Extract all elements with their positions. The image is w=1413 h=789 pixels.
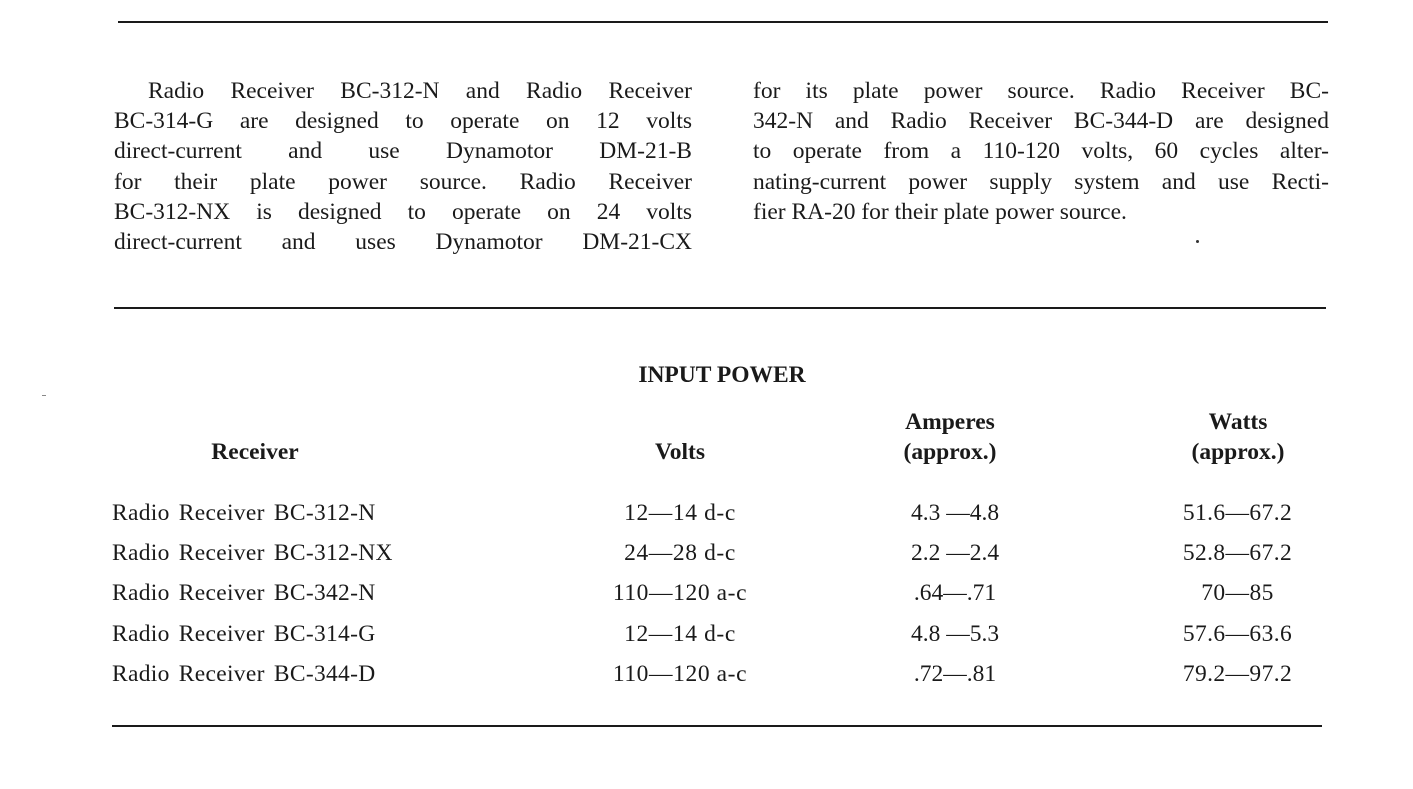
column-header-watts: [1158, 407, 1318, 467]
table-row: [0, 621, 1413, 661]
top-rule: [118, 21, 1328, 23]
column-header-receiver: [155, 437, 355, 467]
cell-amperes: .72—.81: [913, 661, 997, 687]
cell-volts: 12—14 d-c: [624, 621, 736, 647]
paragraph-line: direct-current and uses Dynamotor DM-21-CX: [114, 229, 692, 256]
table-title: INPUT POWER: [638, 362, 806, 388]
cell-receiver: Radio Receiver BC-312-NX: [112, 540, 393, 566]
paragraph-line: for its plate power source. Radio Receiver BC-: [753, 78, 1329, 104]
header-line: (approx.): [1191, 439, 1285, 465]
cell-receiver: Radio Receiver BC-344-D: [112, 661, 376, 687]
cell-watts: 57.6—63.6: [1182, 621, 1293, 647]
cell-volts: 110—120 a-c: [612, 661, 748, 687]
paragraph-line: for their plate power source. Radio Receiver: [114, 168, 692, 195]
bottom-rule: [112, 725, 1322, 727]
print-speck: [1196, 240, 1199, 243]
paragraph-line: 342-N and Radio Receiver BC-344-D are designed: [753, 108, 1329, 135]
cell-amperes: 4.8 —5.3: [910, 621, 1000, 647]
cell-watts: 51.6—67.2: [1182, 500, 1293, 526]
header-line: Receiver: [211, 439, 299, 465]
print-speck: [42, 395, 46, 396]
paragraph-left-column: [114, 76, 692, 257]
header-line: Amperes: [905, 409, 995, 435]
header-line: Volts: [654, 439, 706, 465]
column-header-volts: [600, 437, 760, 467]
table-row: [0, 500, 1413, 540]
cell-watts: 52.8—67.2: [1182, 540, 1293, 566]
cell-receiver: Radio Receiver BC-312-N: [112, 500, 376, 526]
cell-amperes: 2.2 —2.4: [910, 540, 1000, 566]
cell-volts: 110—120 a-c: [612, 580, 748, 606]
middle-rule: [114, 307, 1326, 309]
header-line: (approx.): [903, 439, 997, 465]
cell-amperes: .64—.71: [913, 580, 997, 606]
cell-watts: 79.2—97.2: [1182, 661, 1293, 687]
cell-volts: 24—28 d-c: [624, 540, 736, 566]
paragraph-line: to operate from a 110-120 volts, 60 cycles alter-: [753, 138, 1329, 165]
paragraph-line: fier RA-20 for their plate power source.: [753, 198, 1127, 225]
paragraph-right-column: [753, 76, 1329, 227]
cell-amperes: 4.3 —4.8: [910, 500, 1000, 526]
paragraph-line: Radio Receiver BC-312-N and Radio Receiver: [148, 78, 692, 104]
paragraph-line: nating-current power supply system and use Recti-: [753, 168, 1329, 195]
cell-volts: 12—14 d-c: [624, 500, 736, 526]
header-line: Watts: [1208, 409, 1268, 435]
paragraph-line: BC-314-G are designed to operate on 12 volts: [114, 108, 692, 135]
table-row: [0, 661, 1413, 701]
paragraph-line: BC-312-NX is designed to operate on 24 volts: [114, 198, 692, 225]
column-header-amperes: [870, 407, 1030, 467]
table-row: [0, 580, 1413, 620]
cell-receiver: Radio Receiver BC-342-N: [112, 580, 376, 606]
paragraph-line: direct-current and use Dynamotor DM-21-B: [114, 138, 692, 165]
cell-receiver: Radio Receiver BC-314-G: [112, 621, 376, 647]
table-row: [0, 540, 1413, 580]
cell-watts: 70—85: [1201, 580, 1274, 606]
